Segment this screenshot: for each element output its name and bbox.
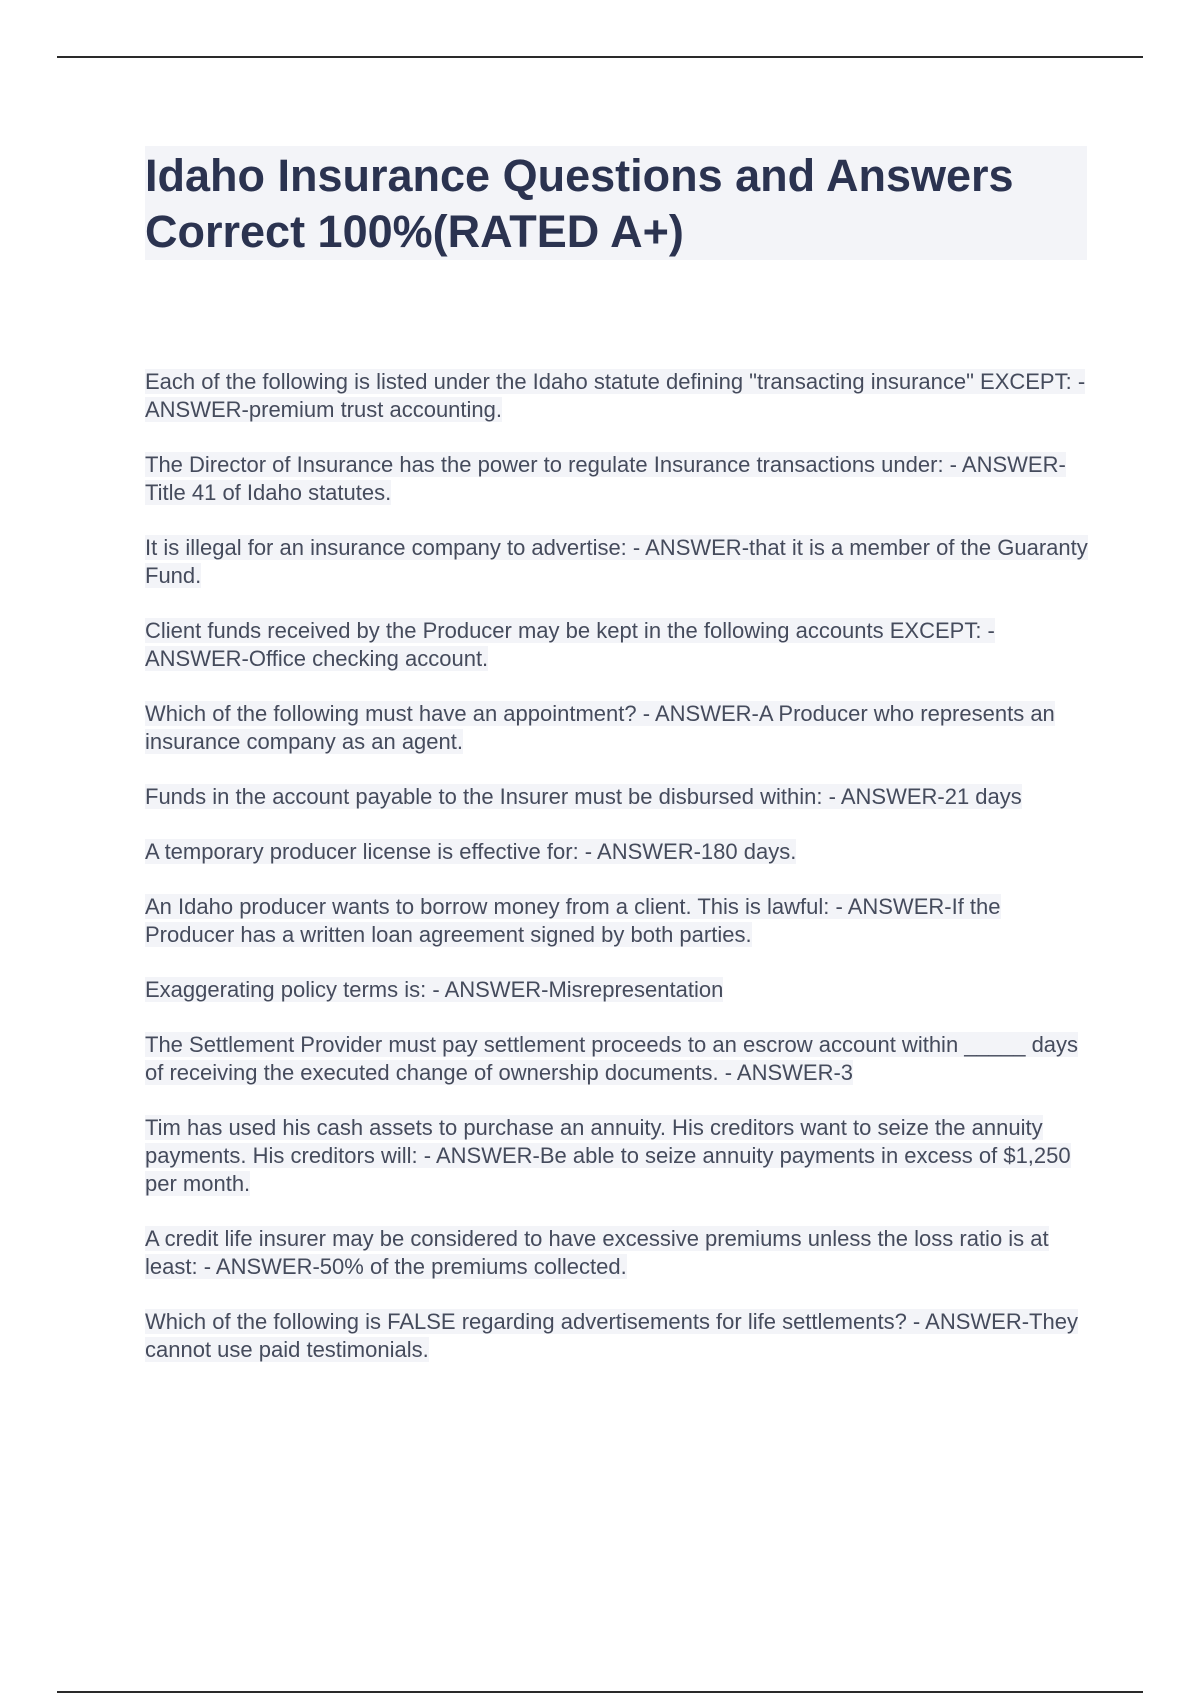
qa-item-9: Exaggerating policy terms is: - ANSWER-Misrepresentation: [145, 977, 724, 1002]
title-block: [145, 146, 1087, 260]
qa-item-1: Each of the following is listed under the Idaho statute defining "transacting insurance" EXCEPT: - ANSWER-premium trust accounting.: [145, 369, 1086, 422]
qa-item-3: It is illegal for an insurance company to advertise: - ANSWER-that it is a member of the Guaranty Fund.: [145, 535, 1088, 588]
page-title: Idaho Insurance Questions and Answers Correct 100%(RATED A+): [145, 150, 1014, 257]
qa-item-11: Tim has used his cash assets to purchase an annuity. His creditors want to seize the annuity payments. His creditors will: - ANSWER-Be able to seize annuity payments in excess of $1,250 per month.: [145, 1115, 1071, 1196]
qa-item-12: A credit life insurer may be considered to have excessive premiums unless the loss ratio is at least: - ANSWER-50% of the premiums collected.: [145, 1226, 1049, 1279]
qa-item-6: Funds in the account payable to the Insurer must be disbursed within: - ANSWER-21 days: [145, 784, 1022, 809]
qa-item-10: The Settlement Provider must pay settlement proceeds to an escrow account within _____ days of receiving the executed change of ownership documents. - ANSWER-3: [145, 1032, 1079, 1085]
qa-item-13: Which of the following is FALSE regarding advertisements for life settlements? - ANSWER-They cannot use paid testimonials.: [145, 1309, 1078, 1362]
qa-item-8: An Idaho producer wants to borrow money from a client. This is lawful: - ANSWER-If the Producer has a written loan agreement signed by both parties.: [145, 894, 1001, 947]
qa-item-2: The Director of Insurance has the power to regulate Insurance transactions under: - ANSWER-Title 41 of Idaho statutes.: [145, 452, 1066, 505]
bottom-rule: [57, 1691, 1143, 1693]
qa-item-4: Client funds received by the Producer may be kept in the following accounts EXCEPT: - ANSWER-Office checking account.: [145, 618, 995, 671]
qa-item-7: A temporary producer license is effective for: - ANSWER-180 days.: [145, 839, 797, 864]
qa-list: [145, 368, 1091, 1391]
top-rule: [57, 56, 1143, 58]
qa-item-5: Which of the following must have an appointment? - ANSWER-A Producer who represents an insurance company as an agent.: [145, 701, 1055, 754]
